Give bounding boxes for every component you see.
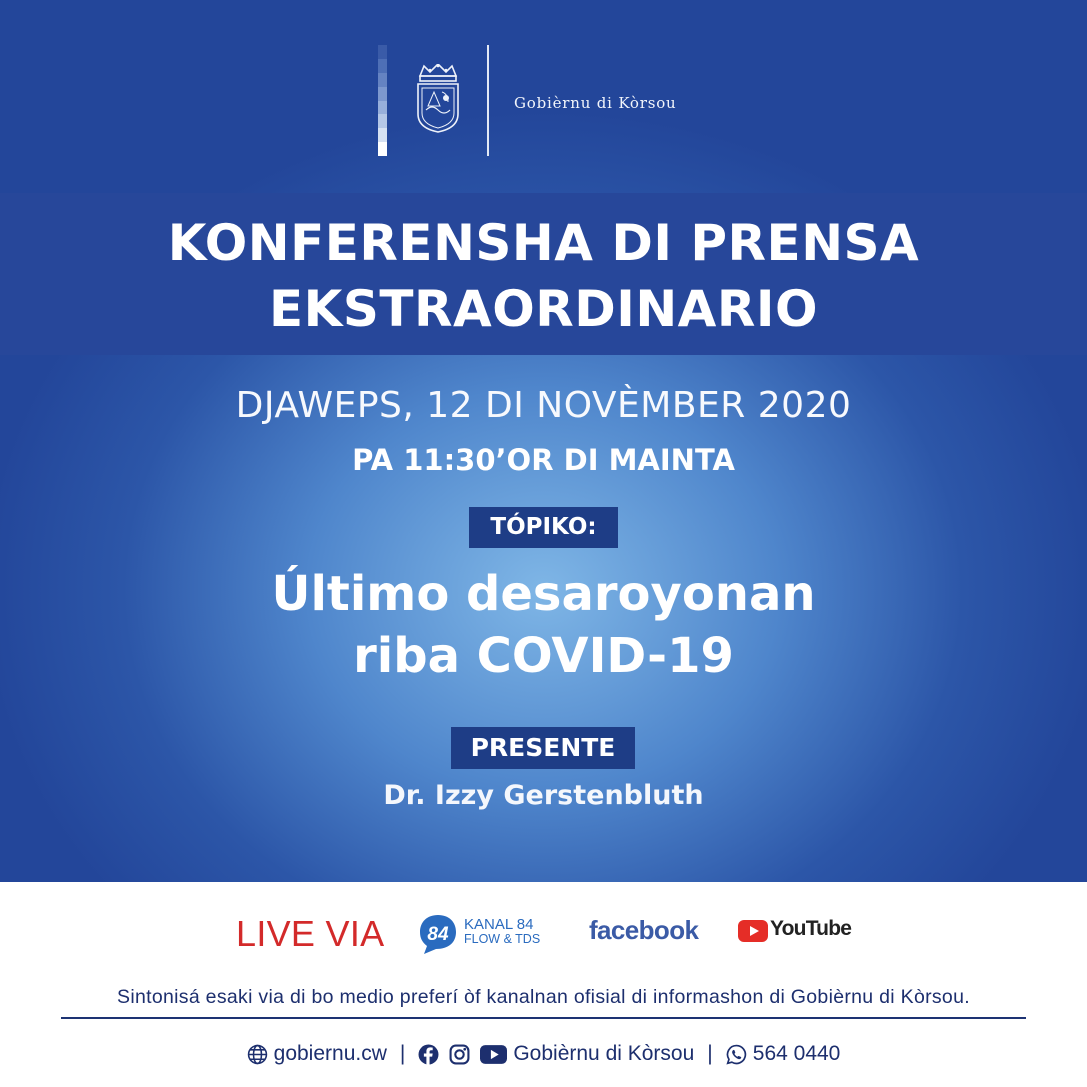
color-bar <box>378 73 387 87</box>
instagram-icon[interactable] <box>449 1044 470 1065</box>
youtube-icon <box>738 920 768 942</box>
separator: | <box>707 1042 713 1065</box>
tagline: Sintonisá esaki via di bo medio preferí òf kanalnan ofisial di informashon di Gobièrnu di Kòrsou. <box>117 986 970 1008</box>
title-line-1: KONFERENSHA DI PRENSA <box>167 214 920 272</box>
live-via-label: LIVE VIA <box>236 913 385 954</box>
presenter-name: Dr. Izzy Gerstenbluth <box>383 780 704 811</box>
social-handle[interactable]: Gobièrnu di Kòrsou <box>513 1042 695 1065</box>
youtube-small-icon[interactable] <box>480 1044 507 1065</box>
color-bar <box>378 101 387 115</box>
color-bar <box>378 59 387 73</box>
facebook-logo: facebook <box>589 915 699 945</box>
kanal-subtitle: FLOW & TDS <box>464 932 541 946</box>
topic-line-2: riba COVID-19 <box>353 628 734 684</box>
color-bar <box>378 114 387 128</box>
topic-label: TÓPIKO: <box>469 507 618 548</box>
kanal-name: KANAL 84 <box>464 916 534 933</box>
government-name: Gobièrnu di Kòrsou <box>514 94 677 112</box>
whatsapp-icon <box>726 1044 747 1065</box>
separator: | <box>399 1042 406 1065</box>
color-gradient-bars <box>378 45 387 156</box>
event-date: DJAWEPS, 12 DI NOVÈMBER 2020 <box>235 385 852 426</box>
globe-icon <box>247 1044 268 1065</box>
topic-line-1: Último desaroyonan <box>271 566 816 622</box>
kanal-84-logo <box>418 913 458 955</box>
presenter-label: PRESENTE <box>451 727 635 769</box>
kanal-number: 84 <box>427 924 449 945</box>
title-line-2: EKSTRAORDINARIO <box>269 280 818 338</box>
event-time: PA 11:30’OR DI MAINTA <box>352 443 735 477</box>
coat-of-arms-icon <box>414 64 462 134</box>
footer-divider <box>61 1017 1026 1019</box>
color-bar <box>378 45 387 59</box>
facebook-icon[interactable] <box>418 1044 439 1065</box>
kanal-84-text <box>464 918 540 946</box>
color-bar <box>378 142 387 156</box>
website-link[interactable]: gobiernu.cw <box>273 1042 387 1065</box>
contact-row <box>0 1042 1087 1066</box>
youtube-logo-text: YouTube <box>770 917 852 940</box>
whatsapp-number[interactable]: 564 0440 <box>752 1042 841 1065</box>
color-bar <box>378 87 387 101</box>
color-bar <box>378 128 387 142</box>
header-divider <box>487 45 489 156</box>
